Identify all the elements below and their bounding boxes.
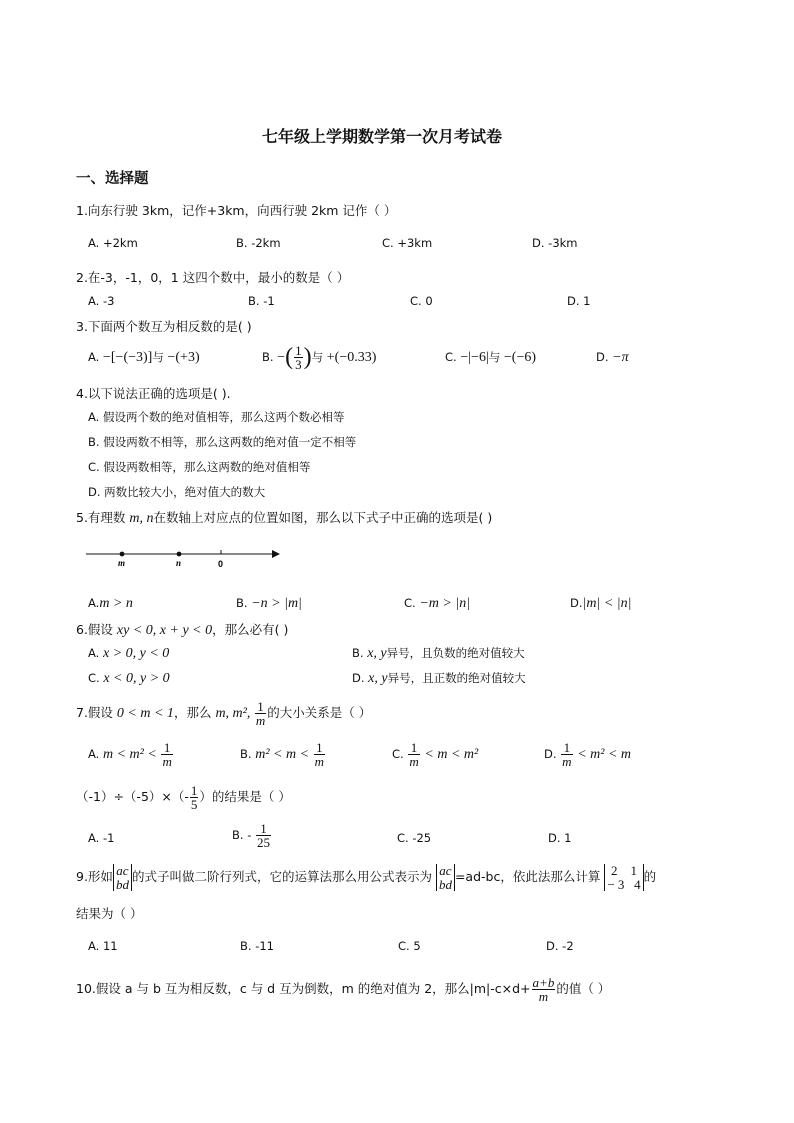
question-3-option-a[interactable]: [88, 350, 200, 367]
determinant-formula: [436, 864, 455, 891]
fraction: [255, 700, 266, 727]
connector-text: 与: [311, 349, 324, 364]
stem-prefix: 6.假设: [76, 622, 113, 637]
section-heading: 一、选择题: [76, 170, 149, 187]
question-6-option-c[interactable]: [88, 671, 170, 688]
option-label: C.: [404, 596, 416, 610]
question-9-stem-line2: 结果为（ ）: [76, 906, 143, 921]
option-label: D.: [544, 747, 557, 761]
question-4-option-a[interactable]: A. 假设两个数的绝对值相等，那么这两个数必相等: [88, 410, 345, 424]
stem-prefix: 9.形如: [76, 869, 113, 885]
connector-text: 与: [152, 350, 164, 364]
question-5-option-c[interactable]: [404, 596, 470, 613]
question-3-option-d[interactable]: [596, 350, 629, 367]
fraction: [256, 822, 271, 849]
question-9-option-b[interactable]: B. -11: [240, 939, 274, 953]
question-2-option-a[interactable]: A. -3: [88, 294, 115, 308]
question-4-option-c[interactable]: C. 假设两数相等，那么这两数的绝对值相等: [88, 460, 311, 474]
question-5-option-a[interactable]: [88, 596, 133, 613]
question-6-option-a[interactable]: [88, 646, 169, 663]
arrow-head-icon: [272, 550, 280, 558]
question-9-option-c[interactable]: C. 5: [398, 939, 421, 953]
fraction: [161, 741, 172, 768]
page-title: 七年级上学期数学第一次月考试卷: [262, 127, 503, 146]
det-row-2: − 3 4: [607, 876, 641, 892]
question-10-stem: [76, 976, 610, 1003]
stem-vars: m, m²,: [215, 706, 254, 721]
stem-vars: m, n: [129, 511, 154, 526]
question-2-stem: 2.在-3，-1，0，1 这四个数中，最小的数是（ ）: [76, 270, 350, 285]
question-3-option-c[interactable]: [445, 350, 536, 367]
stem-prefix: 5.有理数: [76, 510, 126, 525]
question-1-option-b[interactable]: B. -2km: [236, 236, 281, 250]
fraction-denominator: 25: [257, 835, 271, 850]
connector-text: 与: [488, 350, 501, 364]
fraction: [294, 344, 303, 371]
determinant-calc: [604, 864, 643, 891]
fraction-numerator: 1: [410, 740, 418, 755]
fraction-denominator: m: [314, 754, 325, 769]
expression-left: −|−6|: [460, 350, 489, 365]
question-6-stem: [76, 622, 288, 640]
question-8-stem: [76, 784, 291, 811]
stem-suffix: 的: [643, 869, 657, 885]
fraction: [314, 741, 325, 768]
expression: < m < m²: [424, 747, 479, 762]
number-line-diagram: [86, 546, 286, 570]
stem-prefix: （-1）÷（-5）×（-: [76, 789, 189, 804]
option-label: A.: [88, 646, 100, 660]
expression: < m² < m: [577, 747, 632, 762]
question-2-option-c[interactable]: C. 0: [410, 294, 433, 308]
expression: x < 0, y > 0: [103, 671, 170, 686]
fraction-denominator: m: [409, 754, 419, 769]
option-text: 异号，且正数的绝对值较大: [387, 671, 526, 685]
det-row-1: ac: [116, 863, 129, 878]
question-1-stem: 1.向东行驶 3km，记作+3km，向西行驶 2km 记作（ ）: [76, 203, 397, 218]
question-4-option-d[interactable]: D. 两数比较大小，绝对值大的数大: [88, 485, 266, 499]
question-2-option-b[interactable]: B. -1: [248, 294, 275, 308]
fraction-denominator: 3: [295, 356, 302, 372]
fraction-numerator: 1: [257, 699, 264, 714]
fraction-numerator: a+b: [532, 975, 555, 990]
stem-mid: ，那么: [173, 705, 212, 720]
option-label: A.: [88, 747, 100, 761]
expression: −π: [612, 350, 629, 365]
fraction-denominator: m: [562, 754, 572, 769]
fraction: [190, 784, 199, 811]
fraction: [408, 741, 419, 768]
stem-expr: xy < 0, x + y < 0: [116, 623, 213, 638]
fraction-numerator: 1: [295, 342, 302, 358]
det-row-1: 2 1: [610, 863, 637, 878]
fraction-numerator: 1: [163, 740, 171, 755]
option-label: B.: [240, 747, 252, 761]
question-1-option-c[interactable]: C. +3km: [382, 236, 433, 250]
expression: m > n: [99, 596, 133, 611]
question-3-option-b[interactable]: [262, 343, 376, 372]
option-label: D.: [352, 671, 365, 685]
label-n: n: [176, 558, 182, 568]
fraction: [532, 976, 556, 1003]
point-n: [177, 552, 182, 557]
expression-left: −[−(−3)]: [102, 350, 153, 365]
stem-mid: 的式子叫做二阶行列式，它的运算法那么用公式表示为: [131, 869, 432, 885]
option-label: C.: [88, 671, 100, 685]
fraction-numerator: 1: [563, 740, 571, 755]
question-5-option-b[interactable]: [236, 596, 302, 613]
option-label: B. -: [232, 828, 252, 842]
fraction: [561, 741, 572, 768]
question-1-option-a[interactable]: A. +2km: [88, 236, 138, 250]
option-label: C.: [392, 747, 404, 761]
question-6-option-b[interactable]: [352, 646, 525, 663]
stem-formula: =ad-bc，依此法那么计算: [454, 869, 601, 885]
stem-suffix: ）的结果是（ ）: [199, 789, 291, 804]
question-7-option-c[interactable]: [392, 741, 478, 768]
question-8-option-c[interactable]: C. -25: [397, 831, 432, 845]
determinant-notation: [113, 864, 132, 891]
expression: |m| < |n|: [582, 596, 632, 611]
question-7-option-b[interactable]: [240, 741, 326, 768]
fraction-denominator: m: [532, 989, 556, 1003]
option-label: B.: [262, 349, 274, 364]
stem-suffix: 的大小关系是（ ）: [267, 705, 372, 720]
option-label: A.: [88, 350, 100, 364]
option-label: A.: [88, 596, 100, 610]
expression: m < m² <: [102, 747, 157, 762]
det-row-2: bd: [438, 876, 452, 892]
stem-suffix: 在数轴上对应点的位置如图，那么以下式子中正确的选项是( ): [153, 510, 493, 525]
fraction-numerator: 1: [260, 821, 267, 836]
question-9-stem: [76, 864, 656, 891]
option-label: C.: [445, 350, 457, 364]
question-9-option-a[interactable]: A. 11: [88, 939, 118, 953]
det-row-2: bd: [115, 876, 129, 892]
fraction-denominator: m: [162, 754, 172, 769]
paren-close: ): [303, 344, 312, 370]
point-m: [120, 552, 125, 557]
question-5-option-d[interactable]: [570, 596, 631, 613]
question-4-stem: 4.以下说法正确的选项是( ).: [76, 386, 231, 401]
label-zero: 0: [218, 559, 224, 569]
question-3-stem: 3.下面两个数互为相反数的是( ): [76, 319, 252, 334]
paren-open: (: [285, 344, 294, 370]
vars: x, y: [368, 671, 388, 686]
expression: −n > |m|: [251, 596, 302, 611]
det-row-1: ac: [439, 863, 452, 878]
question-7-option-d[interactable]: [544, 741, 631, 768]
question-8-option-b[interactable]: [232, 822, 272, 849]
label-m: m: [118, 558, 126, 568]
stem-prefix: 7.假设: [76, 705, 113, 720]
question-4-option-b[interactable]: B. 假设两数不相等，那么这两数的绝对值一定不相等: [88, 435, 357, 449]
stem-suffix: 的值（ ）: [556, 981, 611, 996]
expression: m² < m <: [255, 747, 310, 762]
question-2-option-d[interactable]: D. 1: [567, 294, 591, 308]
fraction-numerator: 1: [190, 783, 198, 798]
question-7-stem: [76, 700, 371, 727]
option-label: D.: [570, 596, 583, 610]
option-label: B.: [236, 596, 248, 610]
expression-right: +(−0.33): [326, 349, 377, 365]
stem-prefix: 10.假设 a 与 b 互为相反数，c 与 d 互为倒数，m 的绝对值为 2，那么|m|-c×d+: [76, 981, 531, 996]
question-9-option-d[interactable]: D. -2: [546, 939, 574, 953]
fraction-denominator: m: [255, 713, 266, 728]
question-6-option-d[interactable]: [352, 671, 526, 688]
question-1-option-d[interactable]: D. -3km: [532, 236, 578, 250]
expression-right: −(+3): [167, 350, 200, 365]
question-8-option-a[interactable]: A. -1: [88, 831, 115, 845]
option-label: B.: [352, 646, 364, 660]
minus-sign: −: [277, 349, 286, 365]
option-label: D.: [596, 350, 609, 364]
question-8-option-d[interactable]: D. 1: [548, 831, 572, 845]
expression: −m > |n|: [419, 596, 471, 611]
expression: x > 0, y < 0: [102, 646, 170, 661]
vars: x, y: [367, 646, 387, 661]
expression-right: −(−6): [503, 350, 537, 365]
fraction-numerator: 1: [316, 740, 323, 755]
stem-expr: 0 < m < 1: [116, 706, 174, 721]
question-7-option-a[interactable]: [88, 741, 174, 768]
option-text: 异号，且负数的绝对值较大: [386, 646, 525, 660]
stem-suffix: ，那么必有( ): [212, 622, 289, 637]
question-5-stem: [76, 510, 492, 528]
fraction-denominator: 5: [190, 797, 198, 812]
